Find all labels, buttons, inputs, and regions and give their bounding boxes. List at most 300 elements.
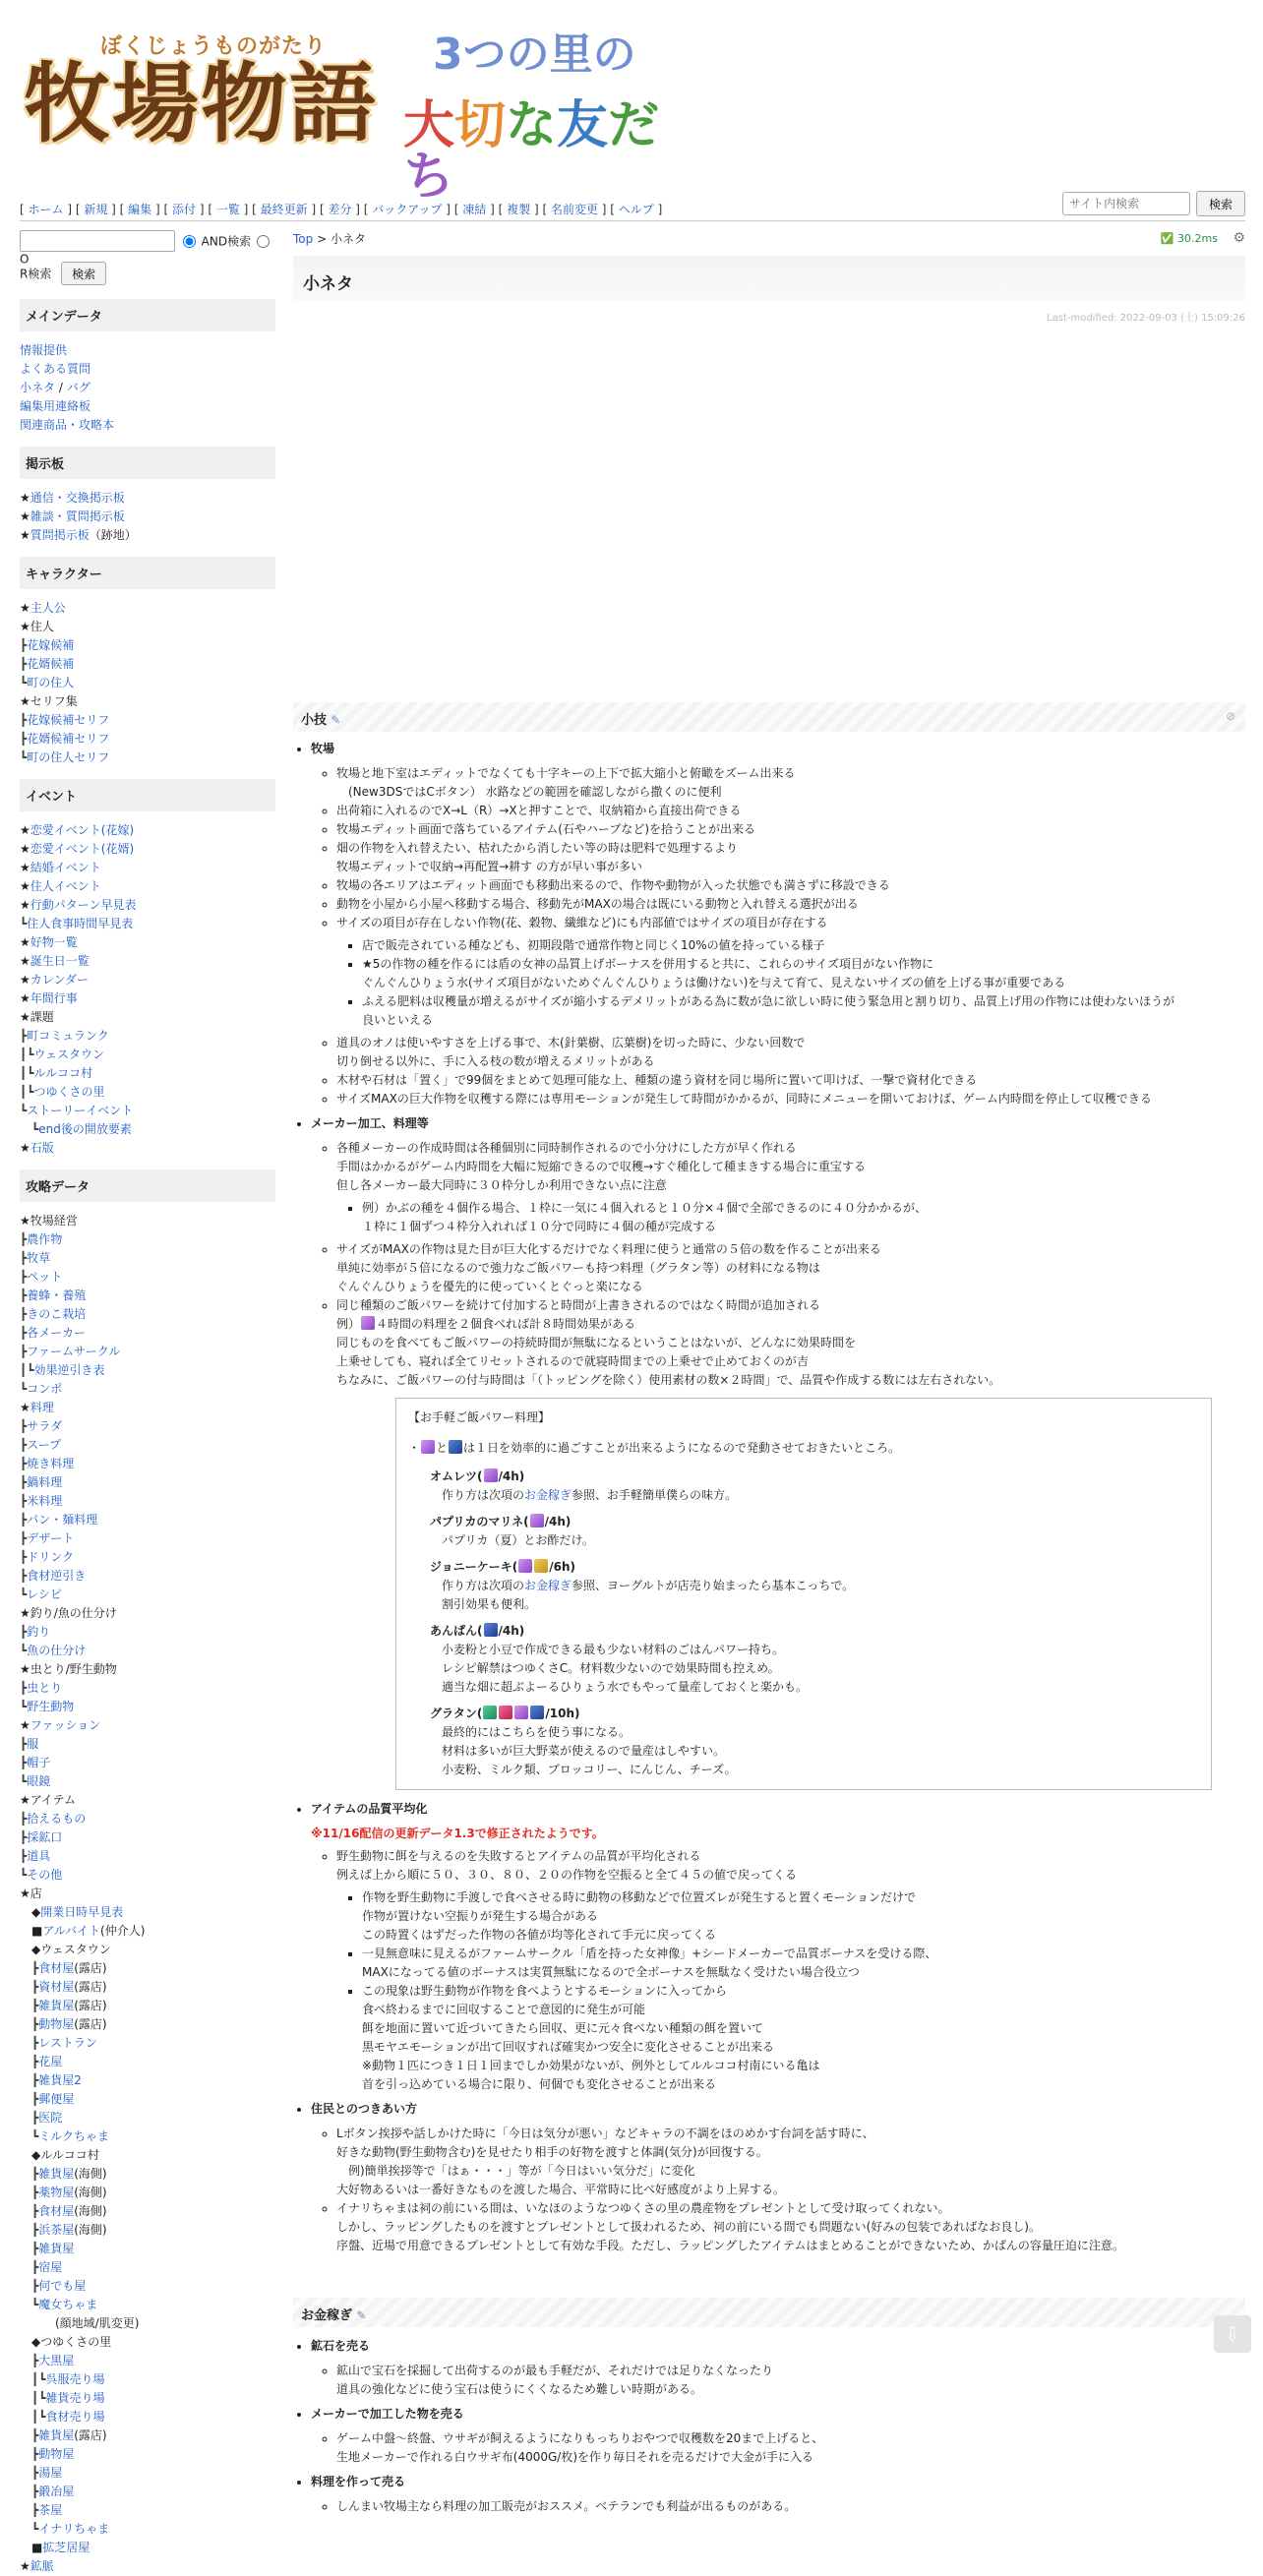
sidebar-link[interactable]: 虫とり xyxy=(27,1681,63,1695)
logo-main-title: 牧場物語 xyxy=(24,53,379,154)
or-search-label: O xyxy=(20,252,30,267)
tree-connector: ┣ xyxy=(20,1961,39,1975)
nav-bracket: ] xyxy=(653,203,663,216)
sidebar-item xyxy=(20,526,275,545)
nav-link[interactable]: 名前変更 xyxy=(550,203,598,216)
sidebar-link[interactable]: 恋愛イベント(花婿) xyxy=(30,842,135,856)
sidebar-item xyxy=(20,2445,275,2464)
sidebar-link[interactable]: サラダ xyxy=(27,1419,63,1433)
sidebar-item xyxy=(20,618,275,636)
nav-bracket: [ xyxy=(610,203,619,216)
topic-item xyxy=(336,1090,1245,1108)
sidebar-link[interactable]: 情報提供 xyxy=(20,343,68,357)
sidebar-link[interactable]: 好物一覧 xyxy=(30,935,78,949)
topic-item xyxy=(336,820,1245,839)
sidebar-link[interactable]: 茶屋 xyxy=(38,2503,63,2517)
sidebar-item xyxy=(20,1548,275,1567)
sidebar-item xyxy=(20,1529,275,1548)
sidebar-item xyxy=(20,749,275,767)
topic-item xyxy=(336,1240,1245,1296)
sidebar-link[interactable]: ルルココ村 xyxy=(33,1066,93,1080)
sidebar-link[interactable]: 浜茶屋 xyxy=(38,2223,75,2237)
sidebar-text: 店 xyxy=(30,1887,42,1900)
topic-heading: • アイテムの品質平均化 xyxy=(311,1802,428,1816)
sidebar-link[interactable]: 食材逆引き xyxy=(27,1569,87,1583)
topic-item xyxy=(336,914,1245,1030)
sidebar-link[interactable]: アルバイト xyxy=(42,1924,101,1938)
star-bullet: ★ xyxy=(20,1010,30,1024)
sidebar-link[interactable]: 開業日時早見表 xyxy=(40,1905,124,1919)
food-power-icon xyxy=(534,1559,548,1573)
text-line: 餌を地面に置いて近づいてきたら回収、更に元々食べない種類の餌を置いて xyxy=(362,2021,764,2035)
sidebar-link[interactable]: 雑貨屋 xyxy=(38,2428,75,2442)
sidebar-link[interactable]: 鍛冶屋 xyxy=(38,2485,75,2498)
text-line: ◦ 道具のオノは使いやすさを上げる事で、木(針葉樹、広葉樹)を切った時に、少ない回数で xyxy=(336,1036,806,1049)
nav-link[interactable]: 最終更新 xyxy=(260,203,308,216)
money-content xyxy=(293,2337,1245,2522)
sidebar-item xyxy=(20,1399,275,1417)
inline-link[interactable]: お金稼ぎ xyxy=(524,1579,572,1592)
sidebar-link[interactable]: ファッション xyxy=(30,1718,101,1732)
tree-connector: ┣ xyxy=(20,657,28,671)
topic-heading: • メーカーで加工した物を売る xyxy=(311,2407,464,2421)
nav-link[interactable]: ヘルプ xyxy=(618,203,654,216)
text-line: 大好物あるいは一番好きなものを渡した場合、平常時に比べ好感度がより上昇する。 xyxy=(336,2183,786,2196)
star-bullet: ★ xyxy=(20,491,30,505)
r-search-button[interactable]: 検索 xyxy=(61,262,106,285)
star-bullet: ★ xyxy=(20,991,30,1005)
text-line: ◦ Lボタン挨拶や話しかけた時に「今日は気分が悪い」などキャラの不調をほのめかす台詞を話す時に、 xyxy=(336,2127,874,2140)
sidebar-link[interactable]: 薬物屋 xyxy=(38,2186,75,2199)
sidebar-item xyxy=(20,1866,275,1885)
nav-link[interactable]: 凍結 xyxy=(462,203,487,216)
tree-connector: ┃┗ xyxy=(20,1085,34,1099)
sidebar-link[interactable]: 動物屋 xyxy=(38,2447,75,2461)
sidebar-suffix: (露店) xyxy=(74,2017,107,2031)
sidebar-link[interactable]: 湯屋 xyxy=(38,2466,63,2480)
nav-link[interactable]: 複製 xyxy=(507,203,531,216)
text-line: ◦ 鉱山で宝石を採掘して出荷するのが最も手軽だが、それだけでは足りなくなったり xyxy=(336,2364,774,2377)
sidebar-link[interactable]: 呉服売り場 xyxy=(45,2372,105,2386)
tree-connector: ┗ xyxy=(20,2298,39,2311)
logo-ruby: ぼくじょうものがたり xyxy=(100,34,328,59)
sidebar-heading: 掲示板 xyxy=(20,447,275,479)
and-search-label: AND検索 xyxy=(201,234,252,249)
money-topic xyxy=(311,2405,1245,2467)
sidebar-link[interactable]: end後の開放要素 xyxy=(38,1122,132,1136)
tree-connector: ┗ xyxy=(20,676,28,689)
tree-connector: ┗ xyxy=(20,1644,28,1657)
sidebar-link[interactable]: 花嫁候補セリフ xyxy=(27,713,110,727)
sidebar-link[interactable]: ミルクちゃま xyxy=(38,2129,109,2143)
food-power-icon xyxy=(449,1440,462,1454)
sidebar-item xyxy=(20,692,275,711)
sidebar-item xyxy=(20,2296,275,2314)
sidebar-item xyxy=(20,1735,275,1754)
text-line: ぐんぐんひりょうを優先的に使っていくとぐっと楽になる xyxy=(336,1280,643,1293)
sidebar-link[interactable]: 石版 xyxy=(30,1141,54,1155)
sidebar-link[interactable]: 主人公 xyxy=(30,601,66,615)
text-line: この時置くはずだった作物の各値が均等化されて手元に戻ってくる xyxy=(362,1928,717,1942)
sidebar-item xyxy=(20,1716,275,1735)
sidebar-link[interactable]: ペット xyxy=(27,1270,63,1284)
sidebar-link[interactable]: 恋愛イベント(花嫁) xyxy=(30,823,135,837)
tree-connector: ┣ xyxy=(20,1737,28,1751)
sidebar-item xyxy=(20,1903,275,1922)
dish-name: オムレツ( /4h) xyxy=(430,1469,525,1483)
sidebar-link[interactable]: 各メーカー xyxy=(27,1326,86,1340)
sidebar-list xyxy=(20,341,275,435)
nav-bracket: [ xyxy=(208,203,216,216)
sidebar-heading: メインデータ xyxy=(20,299,275,331)
sidebar-link[interactable]: 年間行事 xyxy=(30,991,78,1005)
sidebar-item xyxy=(20,1810,275,1828)
sidebar-item xyxy=(20,1324,275,1343)
anchor-icon[interactable]: ⊘ xyxy=(1225,709,1235,723)
sidebar-link[interactable]: 魔女ちゃま xyxy=(38,2298,98,2311)
sidebar-item xyxy=(20,2539,275,2557)
nav-bracket: ] xyxy=(63,203,76,216)
scroll-down-button[interactable] xyxy=(1214,2315,1251,2353)
nav-link[interactable]: 差分 xyxy=(328,203,352,216)
tree-connector: ┣ xyxy=(20,1849,28,1863)
tree-connector: ┣ xyxy=(20,1419,28,1433)
text-line: 作り方は次項のお金稼ぎ参照、ヨーグルトが店売り始まったら基本こっちで。 xyxy=(442,1579,855,1592)
sidebar-link[interactable]: 動物屋 xyxy=(38,2017,75,2031)
topic-item xyxy=(336,839,1245,876)
sidebar-link[interactable]: 雑貨屋 xyxy=(38,2167,75,2181)
sidebar-link[interactable]: レストラン xyxy=(38,2036,97,2050)
sidebar-link[interactable]: 関連商品・攻略本 xyxy=(20,418,115,432)
sidebar-link[interactable]: 眼鏡 xyxy=(27,1774,51,1788)
sidebar-link[interactable]: 医院 xyxy=(38,2111,63,2125)
sidebar-link[interactable]: 農作物 xyxy=(27,1232,63,1246)
text-line: ◦ 出荷箱に入れるのでX→L（R）→Xと押すことで、収納箱から直接出荷できる xyxy=(336,804,742,817)
sidebar-item xyxy=(20,1978,275,1997)
sidebar-link[interactable]: 雑貨屋 xyxy=(38,1999,75,2012)
topic-item xyxy=(336,1071,1245,1090)
tree-connector: ┣ xyxy=(20,2186,39,2199)
tree-connector: ┣ xyxy=(20,2167,39,2181)
site-search-input[interactable] xyxy=(1062,192,1190,215)
star-bullet: ★ xyxy=(20,973,30,987)
sidebar-link[interactable]: 牧草 xyxy=(27,1251,51,1265)
sidebar-link[interactable]: 花屋 xyxy=(38,2055,63,2068)
sidebar-link[interactable]: 食材売り場 xyxy=(45,2410,105,2424)
text-line: ▪ 作物を野生動物に手渡しで食べさせる時に動物の移動などで位置ズレが発生すると置くモーションだけで xyxy=(362,1890,917,1904)
sidebar-link[interactable]: 雑貨屋 xyxy=(38,2242,75,2255)
sidebar-text: セリフ集 xyxy=(30,694,78,708)
sub-item xyxy=(362,1982,1245,2094)
sidebar-link[interactable]: 養蜂・養殖 xyxy=(27,1288,87,1302)
sidebar-link[interactable]: 住人食事時間早見表 xyxy=(27,917,134,930)
sidebar xyxy=(20,230,275,2576)
tree-connector: ┣ xyxy=(20,1756,28,1769)
sidebar-link[interactable]: 町コミュランク xyxy=(27,1029,109,1043)
sidebar-text: アイテム xyxy=(30,1793,77,1807)
sidebar-link[interactable]: ドリンク xyxy=(27,1550,74,1564)
sidebar-link[interactable]: バグ xyxy=(66,381,90,394)
sidebar-text: ◆ルルココ村 xyxy=(20,2148,99,2162)
sidebar-item xyxy=(20,859,275,877)
tree-connector: ┗ xyxy=(20,2522,39,2536)
sidebar-item xyxy=(20,2501,275,2520)
tree-connector: ┗ xyxy=(20,1588,28,1601)
sidebar-item xyxy=(20,1212,275,1230)
sidebar-item xyxy=(20,730,275,749)
nav-link[interactable]: バックアップ xyxy=(372,203,443,216)
sidebar-item xyxy=(20,2352,275,2370)
and-search-radio[interactable] xyxy=(183,235,196,248)
sidebar-link[interactable]: 鍋料理 xyxy=(27,1475,63,1489)
tips-topic xyxy=(311,740,1245,1108)
sidebar-item xyxy=(20,636,275,655)
sidebar-link[interactable]: 米料理 xyxy=(27,1494,63,1508)
sidebar-item xyxy=(20,933,275,952)
sidebar-link[interactable]: 食材屋 xyxy=(38,1961,75,1975)
nav-link[interactable]: 編集 xyxy=(128,203,152,216)
sidebar-link[interactable]: 効果逆引き表 xyxy=(33,1363,105,1377)
nav-link[interactable]: 新規 xyxy=(84,203,108,216)
sidebar-link[interactable]: 釣り xyxy=(27,1625,51,1639)
tree-connector: ┣ xyxy=(20,638,28,652)
tips-topic xyxy=(311,1800,1245,2094)
tree-connector: ┣ xyxy=(20,713,28,727)
text-line: ◦ 畑の作物を入れ替えたい、枯れたから消したい等の時は肥料で処理するより xyxy=(336,841,739,855)
sidebar-item xyxy=(20,2314,275,2333)
star-bullet: ★ xyxy=(20,861,30,874)
sidebar-item xyxy=(20,915,275,933)
tree-connector: ┣ xyxy=(20,1475,28,1489)
sidebar-link[interactable]: 町の住人 xyxy=(27,676,75,689)
sub-item xyxy=(362,1945,1245,1982)
sidebar-link[interactable]: 町の住人セリフ xyxy=(27,750,110,764)
sub-item xyxy=(336,2497,1245,2516)
sidebar-link[interactable]: パン・麺料理 xyxy=(27,1513,98,1527)
inline-link[interactable]: お金稼ぎ xyxy=(524,1488,572,1502)
sidebar-link[interactable]: スープ xyxy=(27,1438,62,1452)
topic-list xyxy=(311,2125,1245,2255)
sidebar-link[interactable]: 花婿候補セリフ xyxy=(27,732,110,746)
tree-connector: ┣ xyxy=(20,1270,28,1284)
sidebar-link[interactable]: ストーリーイベント xyxy=(27,1104,134,1117)
text-line: 牧場エディットで収納→再配置→耕す の方が早い事が多い xyxy=(336,860,642,873)
tree-connector: ┣ xyxy=(20,1513,28,1527)
star-bullet: ★ xyxy=(20,879,30,893)
sidebar-link[interactable]: 雑談・質問掲示板 xyxy=(30,509,125,523)
tree-connector: ┗ xyxy=(20,2129,39,2143)
sidebar-item xyxy=(20,1828,275,1847)
sidebar-item xyxy=(20,2090,275,2109)
nav-link[interactable]: 添付 xyxy=(171,203,196,216)
sidebar-text: 虫とり/野生動物 xyxy=(30,1662,117,1676)
star-bullet: ★ xyxy=(20,842,30,856)
tree-connector: ┃┗ xyxy=(20,1363,34,1377)
nav-link[interactable]: ホーム xyxy=(28,203,64,216)
nav-bracket: [ xyxy=(363,203,373,216)
sidebar-link[interactable]: 編集用連絡板 xyxy=(20,399,91,413)
nav-link[interactable]: 一覧 xyxy=(215,203,240,216)
tree-connector: ┗ xyxy=(20,750,28,764)
sidebar-item xyxy=(20,2389,275,2408)
sidebar-link[interactable]: 野生動物 xyxy=(27,1700,75,1713)
edit-pencil-icon[interactable]: ✎ xyxy=(352,2308,367,2322)
text-line: 良いといえる xyxy=(362,1013,434,1027)
text-line: ◦ 牧場と地下室はエディットでなくても十字キーの上下で拡大縮小と俯瞰をズーム出来る xyxy=(336,766,796,780)
sidebar-item xyxy=(20,1604,275,1623)
topic-heading: • 住民とのつきあい方 xyxy=(311,2102,418,2116)
sidebar-item xyxy=(20,2053,275,2071)
sidebar-link[interactable]: 雑貨売り場 xyxy=(45,2391,105,2405)
site-logo[interactable] xyxy=(18,24,706,207)
sidebar-link[interactable]: 拾えるもの xyxy=(27,1812,87,1826)
sidebar-link[interactable]: その他 xyxy=(27,1868,63,1882)
sidebar-link[interactable]: 服 xyxy=(27,1737,39,1751)
tree-connector: ┣ xyxy=(20,2242,39,2255)
text-line: 例)簡単挨拶等で「はぁ・・・」等が「今日はいい気分だ」に変化 xyxy=(336,2164,695,2178)
sidebar-link[interactable]: よくある質問 xyxy=(20,362,91,376)
sidebar-search-input[interactable] xyxy=(20,230,175,252)
sidebar-text: ◆ xyxy=(20,1905,41,1919)
sidebar-link[interactable]: イナリちゃま xyxy=(38,2522,110,2536)
sidebar-link[interactable]: 花婿候補 xyxy=(27,657,75,671)
money-topic xyxy=(311,2337,1245,2399)
text-line: 生地メーカーで作れる白ウサギ布(4000G/枚)を作り毎日それを売るだけで大金が手に入る xyxy=(336,2450,814,2464)
sidebar-item xyxy=(20,1791,275,1810)
sidebar-link[interactable]: 花嫁候補 xyxy=(27,638,75,652)
sidebar-link[interactable]: 住人イベント xyxy=(30,879,101,893)
tree-connector: ┣ xyxy=(20,1326,28,1340)
nav-bracket: ] xyxy=(239,203,253,216)
tree-connector: ┣ xyxy=(20,1550,28,1564)
sub-item xyxy=(362,936,1245,955)
text-line: 食べ終わるまでに回収することで意図的に発生が可能 xyxy=(362,2003,646,2016)
sidebar-link[interactable]: 通信・交換掲示板 xyxy=(30,491,125,505)
star-bullet: ★ xyxy=(20,823,30,837)
sidebar-link[interactable]: 道具 xyxy=(27,1849,51,1863)
sidebar-link[interactable]: 小ネタ xyxy=(20,381,56,394)
sidebar-suffix: (海側) xyxy=(74,2167,107,2181)
sidebar-link[interactable]: 行動パターン早見表 xyxy=(30,898,137,912)
edit-pencil-icon[interactable]: ✎ xyxy=(327,713,341,727)
breadcrumb-current: 小ネタ xyxy=(330,232,366,246)
star-bullet: ★ xyxy=(20,1718,30,1732)
sidebar-link[interactable]: 大黒屋 xyxy=(38,2354,75,2367)
tree-connector: ┣ xyxy=(20,2260,39,2274)
sidebar-item xyxy=(20,2165,275,2184)
sidebar-link[interactable]: 何でも屋 xyxy=(38,2279,87,2293)
food-power-icon xyxy=(421,1440,435,1454)
tree-connector: ┣ xyxy=(20,732,28,746)
sidebar-item xyxy=(20,2370,275,2389)
site-search-button[interactable]: 検索 xyxy=(1196,191,1245,216)
sidebar-item xyxy=(20,2277,275,2296)
breadcrumb-top-link[interactable]: Top xyxy=(293,232,314,246)
tree-connector: ┣ xyxy=(20,2447,39,2461)
food-power-icon xyxy=(530,1514,544,1528)
sidebar-link[interactable]: 拡芝居屋 xyxy=(42,2541,90,2554)
sidebar-item xyxy=(20,2426,275,2445)
sidebar-link[interactable]: カレンダー xyxy=(30,973,89,987)
sidebar-link[interactable]: 宿屋 xyxy=(38,2260,63,2274)
or-search-radio[interactable] xyxy=(257,235,270,248)
sidebar-item xyxy=(20,2557,275,2576)
text-line: 小麦粉と小豆で作成できる最も少ない材料のごはんパワー持ち。 xyxy=(442,1643,785,1656)
sidebar-item xyxy=(20,416,275,435)
sidebar-sections xyxy=(20,299,275,2576)
sidebar-text: 牧場経営 xyxy=(30,1214,78,1228)
main-content xyxy=(293,230,1245,2513)
sidebar-link[interactable]: 鉱脈 xyxy=(30,2559,54,2573)
food-power-tipbox xyxy=(395,1398,1212,1790)
sidebar-item xyxy=(20,1847,275,1866)
text-line: 例えば上から順に５０、３０、８０、２０の作物を空振ると全て４５の値で戻ってくる xyxy=(336,1868,798,1882)
tree-connector: ┣ xyxy=(20,2466,39,2480)
sidebar-link[interactable]: 焼き料理 xyxy=(27,1457,75,1470)
sidebar-item xyxy=(20,2034,275,2053)
sidebar-link[interactable]: 結婚イベント xyxy=(30,861,101,874)
sidebar-link[interactable]: 雑貨屋2 xyxy=(38,2073,82,2087)
text-line: ▪ 一見無意味に見えるがファームサークル「盾を持った女神像」+シードメーカーで品質ボーナスを受ける際、 xyxy=(362,1947,937,1960)
text-line: 道具の強化などに使う宝石は使うにくくなるため難しい時期がある。 xyxy=(336,2382,703,2396)
nav-bracket: [ xyxy=(75,203,85,216)
sidebar-link[interactable]: 食材屋 xyxy=(38,2204,75,2218)
sidebar-link[interactable]: 質問掲示板 xyxy=(30,528,90,542)
logo-subtitle-1: 3つの里の xyxy=(433,30,636,80)
sidebar-item xyxy=(20,599,275,618)
star-bullet: ★ xyxy=(20,935,30,949)
text-line: ◦ 動物を小屋から小屋へ移動する場合、移動先がMAXの場合は既にいる動物と入れ替える選択が出る xyxy=(336,897,859,911)
sidebar-item xyxy=(20,711,275,730)
topic-item xyxy=(336,2125,1245,2199)
sidebar-link[interactable]: 料理 xyxy=(30,1401,54,1414)
sidebar-link[interactable]: レシピ xyxy=(27,1588,62,1601)
sidebar-link[interactable]: 帽子 xyxy=(27,1756,51,1769)
tree-connector: ┣ xyxy=(20,1531,28,1545)
tree-connector: ┣ xyxy=(20,1980,39,1994)
sidebar-link[interactable]: 誕生日一覧 xyxy=(30,954,90,968)
sidebar-link[interactable]: 郵便屋 xyxy=(38,2092,75,2106)
text-line: 作り方は次項のお金稼ぎ参照、お手軽簡単僕らの味方。 xyxy=(442,1488,738,1502)
sidebar-link[interactable]: 採鉱口 xyxy=(27,1830,63,1844)
sidebar-link[interactable]: 資材屋 xyxy=(38,1980,75,1994)
tree-connector: ┣ xyxy=(20,1345,28,1358)
sidebar-heading: 攻略データ xyxy=(20,1169,275,1202)
sidebar-link[interactable]: きのこ栽培 xyxy=(27,1307,87,1321)
tree-connector: ┣ xyxy=(20,2223,39,2237)
gear-icon[interactable]: ⚙ xyxy=(1233,230,1245,246)
sidebar-list xyxy=(20,1212,275,2576)
sidebar-link[interactable]: コンポ xyxy=(27,1382,63,1396)
sub-list xyxy=(311,2362,1245,2399)
nav-bracket: [ xyxy=(542,203,551,216)
sidebar-link[interactable]: ファームサークル xyxy=(27,1345,121,1358)
sidebar-item xyxy=(20,1436,275,1455)
sub-item xyxy=(336,2362,1245,2399)
sidebar-text: ◆つゆくさの里 xyxy=(20,2335,112,2349)
star-bullet: ★ xyxy=(20,1401,30,1414)
topic-item xyxy=(336,2199,1245,2255)
nav-bracket: [ xyxy=(163,203,172,216)
sidebar-link[interactable]: デザート xyxy=(27,1531,75,1545)
food-power-icon xyxy=(361,1316,375,1330)
sidebar-link[interactable]: 魚の仕分け xyxy=(27,1644,87,1657)
text-line: ◦ 牧場の各エリアはエディット画面でも移動出来るので、作物や動物が入った状態でも満さずに移設できる xyxy=(336,878,890,892)
sidebar-suffix: （跡地） xyxy=(89,528,137,542)
sidebar-link[interactable]: つゆくさの里 xyxy=(33,1085,105,1099)
dish-description xyxy=(442,1486,1199,1505)
sidebar-link[interactable]: ウェスタウン xyxy=(33,1048,104,1061)
